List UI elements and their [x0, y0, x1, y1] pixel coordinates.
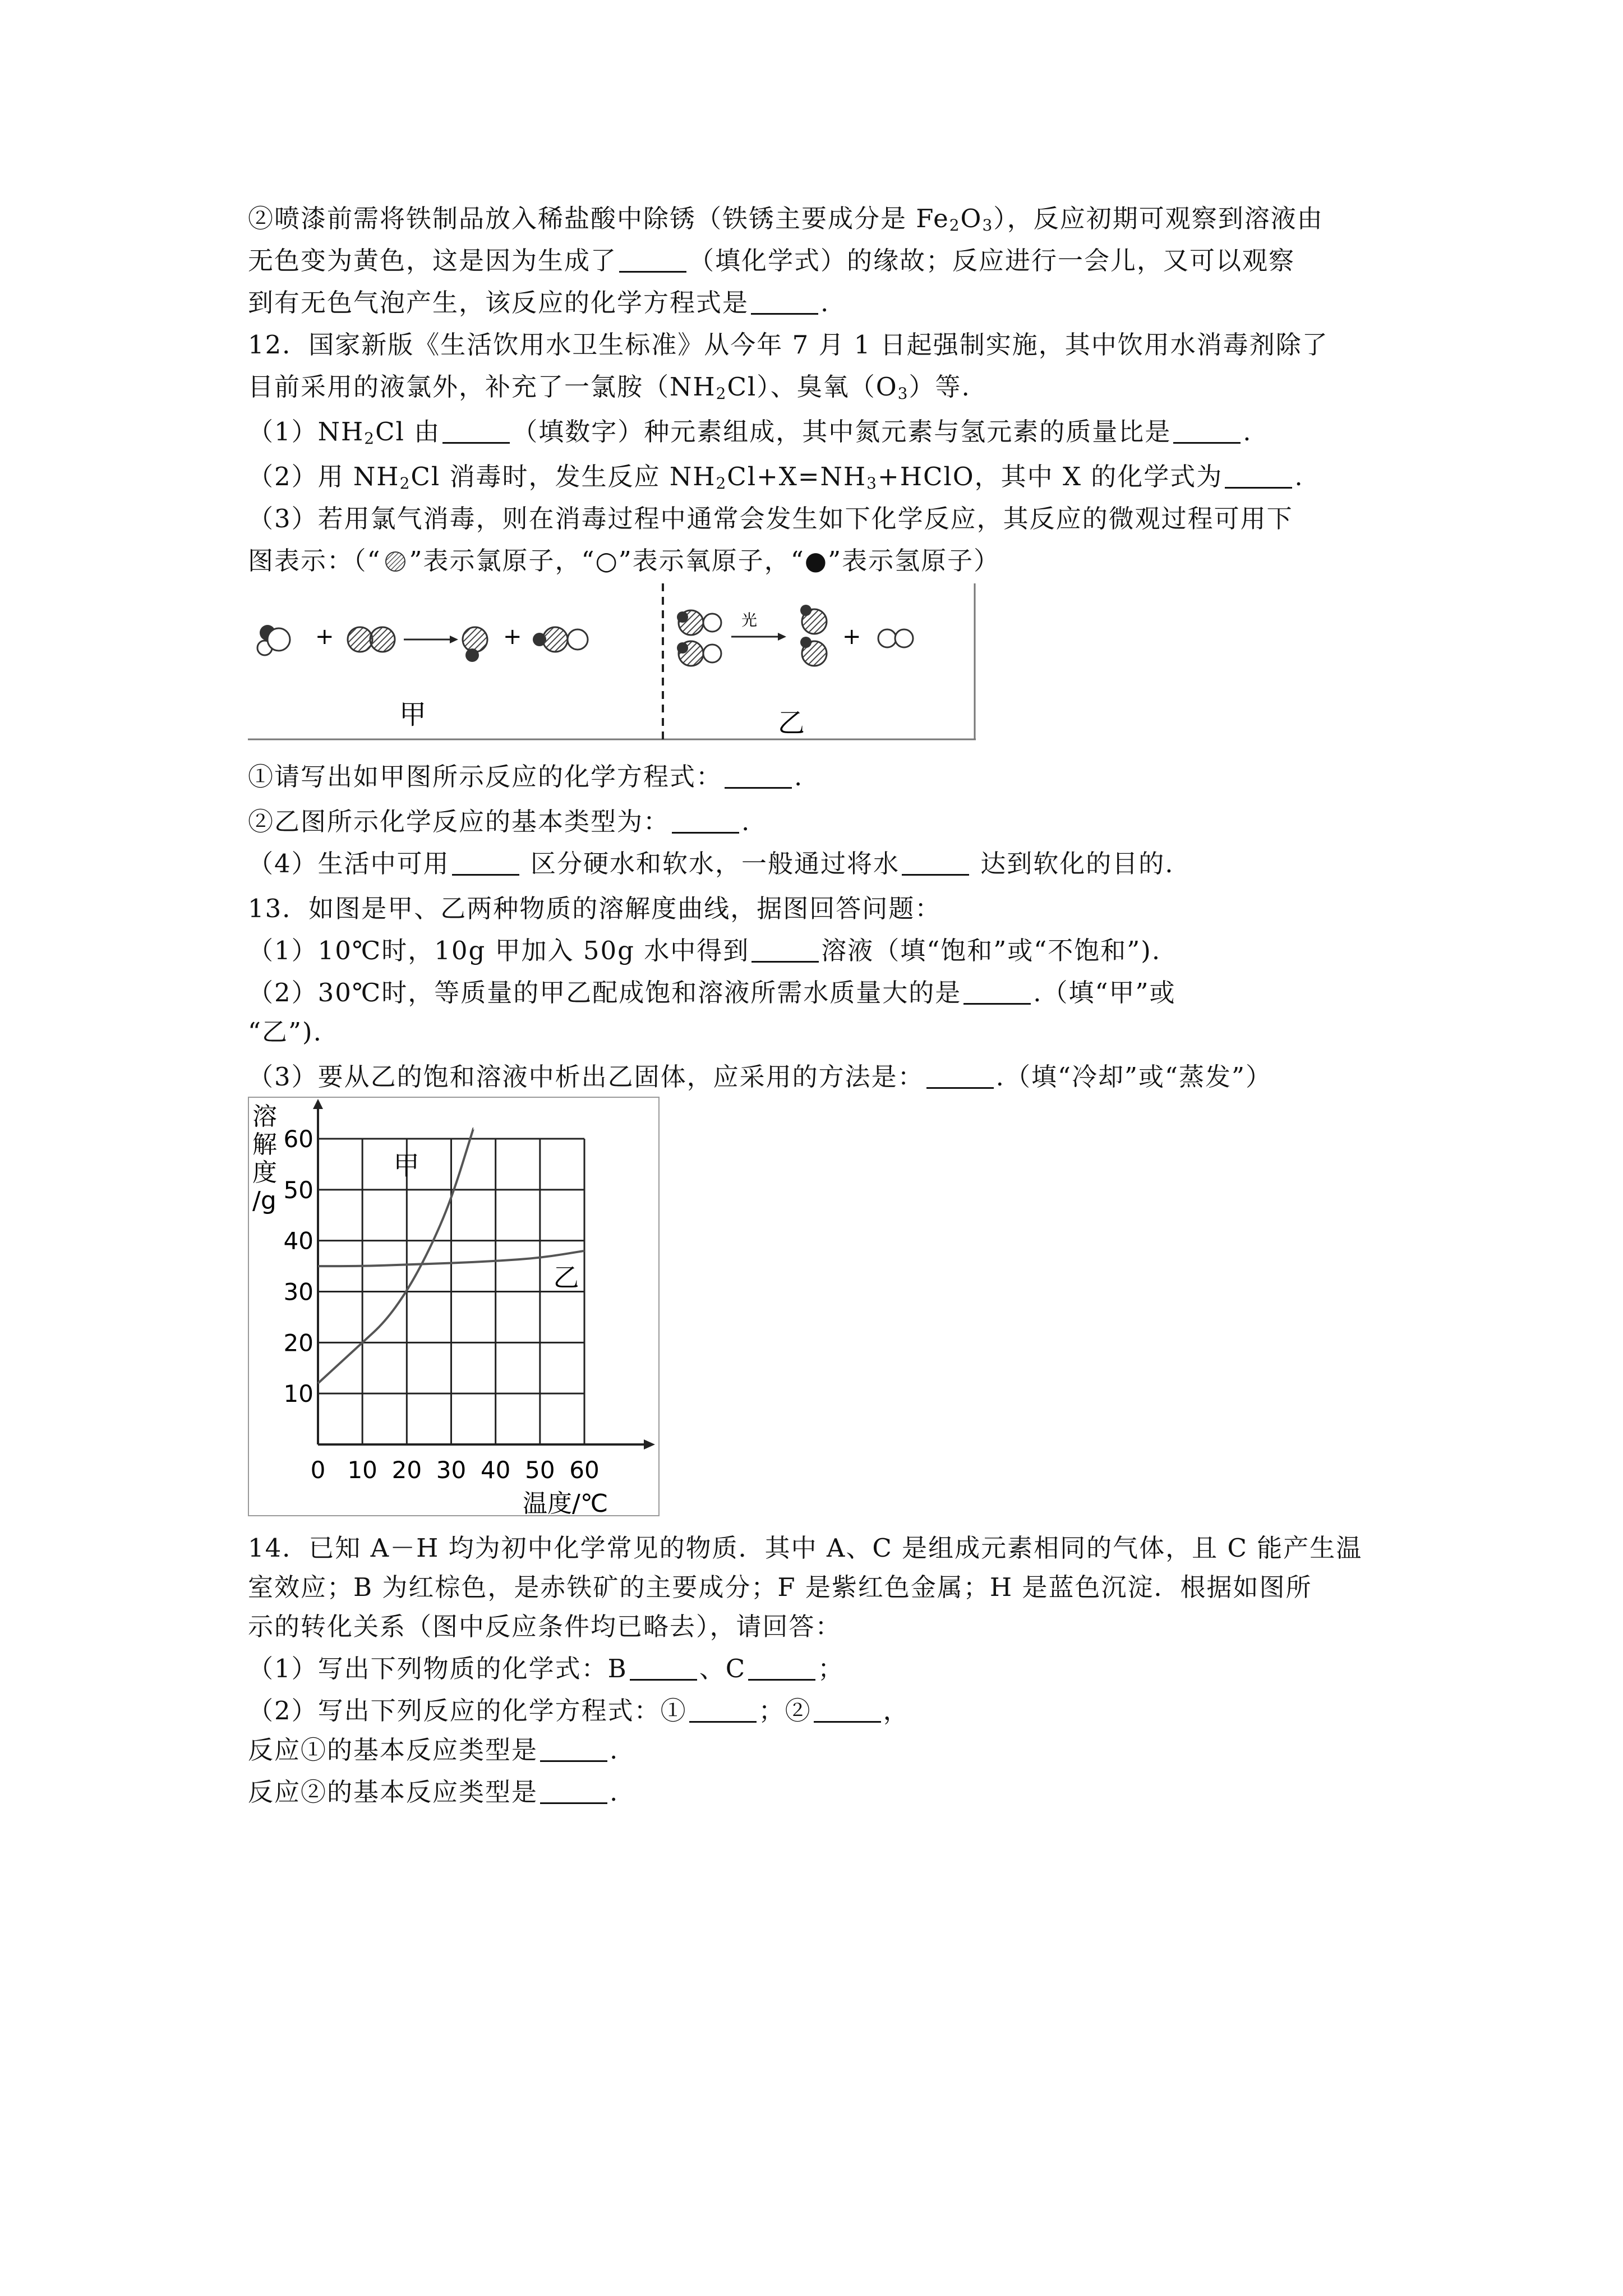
- svg-text:+: +: [503, 624, 522, 650]
- answer-blank[interactable]: [725, 765, 792, 789]
- q13-part-3: （3）要从乙的饱和溶液中析出乙固体，应采用的方法是： .（填“冷却”或“蒸发”）: [248, 1062, 1272, 1092]
- q12-part-1: $(1)NH_2Cl$ 由 （填数字）种元素组成，其中氮元素与氢元素的质量比是 .: [248, 417, 1252, 448]
- answer-blank[interactable]: [1225, 464, 1292, 489]
- figure-label-yi: 乙: [778, 707, 805, 739]
- q13-part-2: （2）30℃时，等质量的甲乙配成饱和溶液所需水质量大的是 .（填“甲”或: [248, 978, 1176, 1007]
- answer-blank[interactable]: [748, 1657, 815, 1681]
- y-axis-label-3: 度: [252, 1158, 277, 1187]
- y-tick-label: 30: [283, 1278, 313, 1306]
- q14-reaction-2: 反应②的基本反应类型是 .: [248, 1777, 619, 1807]
- q14-reaction-1: 反应①的基本反应类型是 .: [248, 1735, 619, 1765]
- q12-stem-2: 目前采用的液氯外，补充了一氯胺$(NH_2Cl)$、臭氧$(O_3)$等.: [248, 372, 971, 403]
- q14-stem-3: 示的转化关系（图中反应条件均已略去），请回答：: [248, 1612, 842, 1641]
- x-tick-label: 50: [525, 1456, 555, 1484]
- figure-label-jia: 甲: [399, 699, 427, 730]
- x-tick-label: 0: [310, 1456, 326, 1484]
- q14-stem-2: 室效应；B 为红棕色，是赤铁矿的主要成分；F 是紫红色金属；H 是蓝色沉淀．根据如图所: [248, 1572, 1312, 1602]
- y-tick-label: 10: [283, 1380, 313, 1408]
- x-tick-label: 60: [569, 1456, 600, 1484]
- q12-part-4: （4）生活中可用 区分硬水和软水，一般通过将水 达到软化的目的.: [248, 849, 1174, 878]
- q11-line-1: ②喷漆前需将铁制品放入稀盐酸中除锈（铁锈主要成分是 $Fe_2O_3$），反应初期可观察到溶液由: [248, 204, 1324, 234]
- water-molecule: [257, 625, 290, 655]
- answer-blank[interactable]: [814, 1699, 881, 1723]
- q13-part-2-cont: “乙”).: [248, 1017, 322, 1047]
- q12-stem-1: 12．国家新版《生活饮用水卫生标准》从今年 7 月 1 日起强制实施，其中饮用水消毒剂除了: [248, 330, 1329, 360]
- y-axis-label-2: 解: [252, 1130, 277, 1159]
- answer-blank[interactable]: [1173, 420, 1241, 444]
- series-label-jia: 甲: [393, 1150, 419, 1181]
- light-label: 光: [741, 611, 758, 629]
- answer-blank[interactable]: [689, 1699, 757, 1723]
- answer-blank[interactable]: [540, 1780, 607, 1804]
- q12-sub-2: ②乙图所示化学反应的基本类型为： .: [248, 807, 751, 836]
- hclo-pair: [677, 610, 721, 666]
- solubility-chart: [248, 1097, 661, 1517]
- hcl-pair: [800, 605, 827, 666]
- answer-blank[interactable]: [751, 938, 819, 963]
- y-axis-label-1: 溶: [252, 1102, 277, 1131]
- answer-blank[interactable]: [902, 852, 969, 876]
- hcl-molecule: [463, 627, 487, 662]
- answer-blank[interactable]: [926, 1065, 994, 1089]
- y-axis-arrow: [313, 1099, 323, 1109]
- series-label-yi: 乙: [553, 1262, 579, 1293]
- hclo-molecule: [533, 627, 588, 652]
- chart-ticks: [284, 1125, 600, 1484]
- x-tick-label: 40: [480, 1456, 511, 1484]
- y-tick-label: 20: [283, 1329, 313, 1357]
- answer-blank[interactable]: [963, 981, 1031, 1005]
- x-tick-label: 30: [436, 1456, 467, 1484]
- x-tick-label: 20: [391, 1456, 422, 1484]
- q12-part-2: （2）用 $NH_2Cl$ 消毒时，发生反应 $NH_2Cl+X=NH_3+HClO$，其中 X 的化学式为 .: [248, 462, 1304, 493]
- svg-text:+: +: [842, 624, 861, 650]
- answer-blank[interactable]: [672, 809, 739, 834]
- q13-part-1: （1）10℃时，10g 甲加入 50g 水中得到 溶液（填“饱和”或“不饱和”).: [248, 936, 1161, 965]
- answer-blank[interactable]: [452, 852, 519, 876]
- chlorine-atom-icon: [381, 550, 409, 573]
- x-axis-arrow: [644, 1439, 655, 1450]
- oxygen-molecule: [878, 629, 913, 647]
- x-tick-label: 10: [347, 1456, 377, 1484]
- y-axis-label-4: /g: [252, 1186, 276, 1215]
- q14-part-1: （1）写出下列物质的化学式：B 、C ；: [248, 1654, 845, 1683]
- x-axis-label: 温度/℃: [523, 1489, 608, 1517]
- q11-line-3: 到有无色气泡产生，该反应的化学方程式是 .: [248, 288, 830, 318]
- y-tick-label: 50: [283, 1176, 313, 1204]
- answer-blank[interactable]: [630, 1657, 697, 1681]
- q11-line-2: 无色变为黄色，这是因为生成了 （填化学式）的缘故；反应进行一会儿，又可以观察: [248, 246, 1295, 275]
- answer-blank[interactable]: [540, 1738, 607, 1762]
- q13-stem: 13．如图是甲、乙两种物质的溶解度曲线，据图回答问题：: [248, 894, 942, 923]
- q12-part-3-legend: 图表示：（“ ”表示氯原子，“○”表示氧原子，“●”表示氢原子）: [248, 546, 1000, 576]
- chart-grid: [318, 1139, 584, 1444]
- q14-stem-1: 14．已知 A－H 均为初中化学常见的物质．其中 A、C 是组成元素相同的气体，且 C 能产生温: [248, 1533, 1363, 1563]
- q14-part-2: （2）写出下列反应的化学方程式：① ；② ，: [248, 1696, 910, 1726]
- answer-blank[interactable]: [751, 291, 818, 315]
- y-tick-label: 40: [283, 1227, 313, 1255]
- q12-sub-1: ①请写出如甲图所示反应的化学方程式： .: [248, 762, 804, 792]
- q12-part-3: （3）若用氯气消毒，则在消毒过程中通常会发生如下化学反应，其反应的微观过程可用下: [248, 504, 1293, 533]
- reaction-micro-figure: [248, 583, 976, 740]
- svg-text:+: +: [315, 624, 334, 650]
- y-tick-label: 60: [283, 1125, 313, 1153]
- answer-blank[interactable]: [442, 420, 510, 444]
- chart-axes: [313, 1099, 655, 1450]
- answer-blank[interactable]: [619, 249, 686, 273]
- chlorine-molecule: [348, 627, 395, 652]
